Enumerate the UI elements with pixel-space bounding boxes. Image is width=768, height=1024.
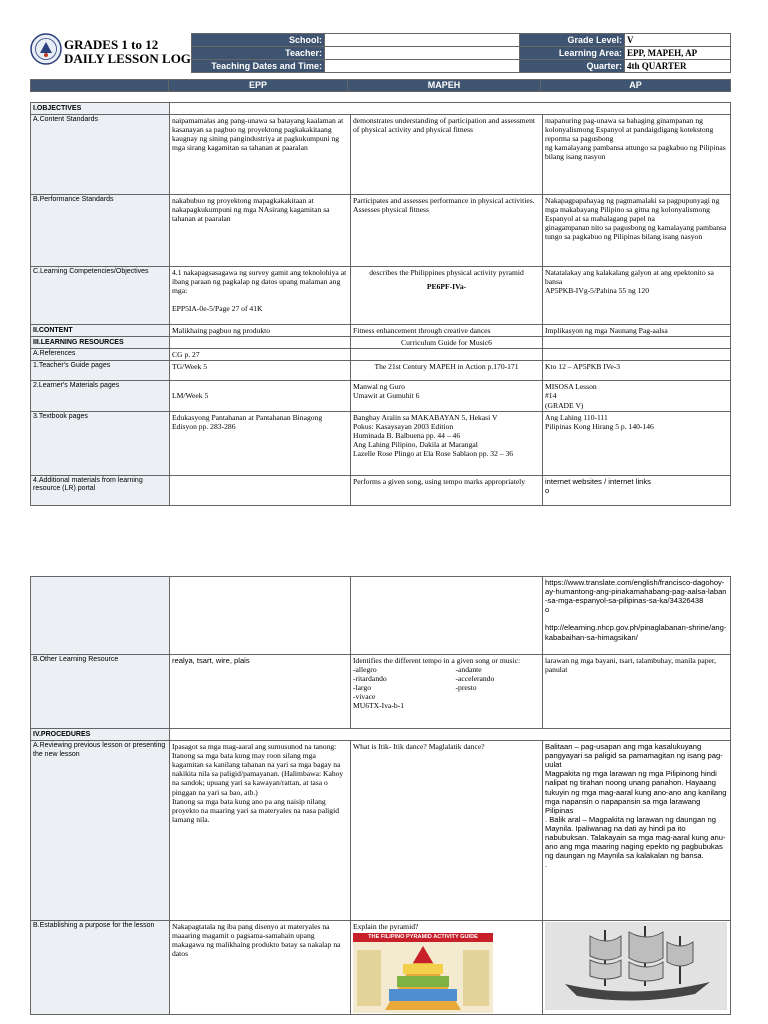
subject-column-header — [30, 79, 731, 92]
review-lesson-epp[interactable]: Ipasagot sa mga mag-aaral ang sumusunod na tanong: Itanong sa mga bata kung may roon silang mga kagamitan sa kanilang tahanan na yari sa mga bagay na nakikita nila sa paligid/pamayanan. (Halimbawa: Kahoy na sandok; upuang yari sa kawayan/rattan, at tasa o pinggan na yari sa bao, atb.) Itanong sa mga bata kung ano pa ang naisip nilang proyekto na maaring yari sa materyales na nasa paligid lamang nila. — [170, 741, 351, 921]
content-mapeh[interactable]: Fitness enhancement through creative dances — [351, 325, 543, 337]
learning-area-value[interactable]: EPP, MAPEH, AP — [625, 47, 731, 60]
competencies-mapeh-code: PE6PF-IVa- — [426, 282, 467, 292]
review-lesson-ap[interactable]: Balitaan – pag-usapan ang mga kasalukuyang pangyayari sa paligid sa pamamagitan ng isang pag-uulat Magpakita ng mga larawan ng mga Pilipinong hindi nalipat ng tirahan noong unang panahon. Hayaang tukuyin ng mga mag-aaral kung ano-ano ang kanilang mga napansin o napapansin sa mga larawang Pilipinas . Balik aral – Magpakita ng larawan ng daungan ng Maynila. Ipaliwanag na dati ay hindi pa ito nabubuksan. Talakayain sa mga mag-aaral kung anu-ano ang mga maaring naging epekto ng pagbubukas ng daungan ng Maynila sa kalakalan ng bansa. . — [543, 741, 731, 921]
content-standards-mapeh[interactable]: demonstrates understanding of participation and assessment of physical activity and physical fitness — [351, 115, 543, 195]
teachers-guide-epp[interactable]: TG/Week 5 — [170, 361, 351, 381]
textbook-pages-label: 3.Textbook pages — [31, 411, 170, 475]
additional-materials-label: 4.Additional materials from learning resource (LR) portal — [31, 475, 170, 505]
references-epp[interactable]: CG p. 27 — [170, 349, 351, 361]
column-mapeh: MAPEH — [348, 80, 541, 92]
additional-materials-mapeh[interactable]: Performs a given song, using tempo marks appropriately — [351, 475, 543, 505]
teachers-guide-mapeh[interactable]: The 21st Century MAPEH in Action p.170-171 — [351, 361, 543, 381]
school-label: School: — [192, 34, 325, 47]
performance-standards-mapeh[interactable]: Participates and assesses performance in physical activities. Assesses physical fitness — [351, 195, 543, 267]
other-resources-mapeh[interactable] — [351, 655, 543, 729]
document-title — [64, 38, 192, 66]
learning-area-label: Learning Area: — [520, 47, 625, 60]
learners-materials-epp[interactable]: LM/Week 5 — [170, 381, 351, 411]
performance-standards-ap[interactable]: Nakapagpapahayag ng pagmamalaki sa pagpupunyagi ng mga makabayang Pilipino sa gitna ng kolonyalismong Espanyol at sa mahalagang papel na ginagampanan nito sa pagusbong ng kamalayang pambansa tungo sa pagkabuo ng Pilipinas bilang isang nasyon — [543, 195, 731, 267]
teacher-label: Teacher: — [192, 47, 325, 60]
performance-standards-label: B.Performance Standards — [31, 195, 170, 267]
quarter-value[interactable]: 4th QUARTER — [625, 60, 731, 73]
competencies-mapeh[interactable] — [351, 267, 543, 325]
pyramid-graphic — [353, 942, 493, 1013]
curriculum-guide[interactable]: Curriculum Guide for Music6 — [351, 337, 543, 349]
tempo-item: -allegro — [353, 665, 377, 675]
tempo-item: -accelerando — [455, 674, 495, 684]
tempo-list — [353, 665, 540, 701]
other-resources-epp[interactable]: realya, tsart, wire, plais — [170, 655, 351, 729]
competencies-label: C.Learning Competencies/Objectives — [31, 267, 170, 325]
teachers-guide-ap[interactable]: Kto 12 – AP5PKB IVe-3 — [543, 361, 731, 381]
dates-label: Teaching Dates and Time: — [192, 60, 325, 73]
title-line-1: GRADES 1 to 12 — [64, 37, 159, 52]
textbook-pages-epp[interactable]: Edukasyong Pantahanan at Pantahanan Binagong Edisyon pp. 283-286 — [170, 411, 351, 475]
performance-standards-epp[interactable]: nakabubuo ng proyektong mapagkakakitaan at nakapagkukumpuni ng mga NAsirang kagamitan sa tahanan at paaralan — [170, 195, 351, 267]
tempo-item: -ritardando — [353, 674, 387, 684]
dates-value[interactable] — [325, 60, 520, 73]
competencies-ap[interactable]: Natatalakay ang kalakalang galyon at ang epektonito sa bansa AP5PKB-IVg-5/Pahina 55 ng 120 — [543, 267, 731, 325]
deped-seal — [30, 33, 62, 65]
review-lesson-label: A.Reviewing previous lesson or presenting the new lesson — [31, 741, 170, 921]
textbook-pages-mapeh[interactable]: Banghay Aralin sa MAKABAYAN 5, Hekasi V Pokus: Kasaysayan 2003 Edition Huminada B. Balbuena pp. 44 – 46 Ang Lahing Pilipino, Dakila at Marangal Lazelle Rose Plingo at Ela Rose Sablaon pp. 32 – 36 — [351, 411, 543, 475]
learners-materials-mapeh[interactable]: Manwal ng Guro Umawit at Gumuhit 6 — [351, 381, 543, 411]
purpose-mapeh[interactable] — [351, 921, 543, 1015]
purpose-mapeh-question: Explain the pyramid? — [353, 922, 419, 932]
review-lesson-mapeh[interactable]: What is Itik- Itik dance? Maglalatik dance? — [351, 741, 543, 921]
quarter-label: Quarter: — [520, 60, 625, 73]
lesson-log-table-page-2 — [30, 576, 731, 1015]
school-value[interactable] — [325, 34, 520, 47]
additional-materials-ap[interactable]: internet websites / internet links o — [543, 475, 731, 505]
galleon-ship-image — [545, 922, 727, 1010]
column-epp: EPP — [169, 80, 348, 92]
content-standards-ap[interactable]: mapanuring pag-unawa sa bahaging ginampanan ng kolonyalismong Espanyol at pandaigdigang kotekstong reporma sa pagusbong ng kamalayang pambansa attungo sa pagkabuo ng Pilipinas bilang isang nasyon — [543, 115, 731, 195]
textbook-pages-ap[interactable]: Ang Lahing 110-111 Pilipinas Kong Hirang 5 p. 140-146 — [543, 411, 731, 475]
objectives-heading: I.OBJECTIVES — [31, 103, 170, 115]
tempo-intro: Identifies the different tempo in a given song or music: — [353, 656, 521, 665]
other-resources-label: B.Other Learning Resource — [31, 655, 170, 729]
learners-materials-label: 2.Learner's Materials pages — [31, 381, 170, 411]
references-label: A.References — [31, 349, 170, 361]
filipino-pyramid-image — [353, 933, 493, 1013]
tempo-item: -presto — [455, 683, 477, 693]
lesson-log-table — [30, 102, 731, 506]
pyramid-banner-title: THE FILIPINO PYRAMID ACTIVITY GUIDE — [353, 933, 493, 942]
grade-level-value[interactable]: V — [625, 34, 731, 47]
tempo-item: -vivace — [353, 692, 376, 702]
purpose-epp[interactable]: Nakapagtatala ng iba pang disenyo at materyales na maaaring magamit o pagsama-samahain upang makagawa ng malikhaing produkto batay sa nakalap na datos — [170, 921, 351, 1015]
header-info-table — [191, 33, 731, 73]
teachers-guide-label: 1.Teacher's Guide pages — [31, 361, 170, 381]
purpose-ap[interactable] — [543, 921, 731, 1015]
tempo-code: MU6TX-Iva-b-1 — [353, 701, 405, 711]
procedures-heading: IV.PROCEDURES — [31, 729, 170, 741]
content-standards-epp[interactable]: naipamamalas ang pang-unawa sa batayang kaalaman at kasanayan sa pagbuo ng proyektong pagkakakitaang kaugnay ng sining pangindustriya at pagkukumpuni ng mga sirang kagamitan sa tahanan at paaralan — [170, 115, 351, 195]
content-heading: II.CONTENT — [31, 325, 170, 337]
grade-level-label: Grade Level: — [520, 34, 625, 47]
content-standards-label: A.Content Standards — [31, 115, 170, 195]
purpose-label: B.Establishing a purpose for the lesson — [31, 921, 170, 1015]
content-ap[interactable]: Implikasyon ng mga Naunang Pag-aalsa — [543, 325, 731, 337]
competencies-mapeh-text: describes the Philippines physical activity pyramid — [369, 268, 524, 278]
learners-materials-ap[interactable]: MISOSA Lesson #14 (GRADE V) — [543, 381, 731, 411]
content-epp[interactable]: Malikhaing pagbuo ng produkto — [170, 325, 351, 337]
tempo-item: -largo — [353, 683, 371, 693]
internet-links-ap[interactable]: https://www.translate.com/english/francisco-dagohoy-ay-humantong-ang-pinakamahabang-pag-aalsa-laban-sa-mga-espanyol-sa-pilipinas-sa-ka/34326438 o http://elearning.nhcp.gov.ph/pinaglabanan-shrine/ang-kababaihan-sa-himagsikan/ — [543, 577, 731, 655]
other-resources-ap[interactable]: larawan ng mga bayani, tsart, talambuhay, manila paper, panulat — [543, 655, 731, 729]
column-ap: AP — [541, 80, 731, 92]
competencies-epp[interactable]: 4.1 nakapagsasagawa ng survey gamit ang teknolohiya at ibang paraan ng pagkalap ng datos upang malaman ang mga: EPP5IA-0e-5/Page 27 of 41K — [170, 267, 351, 325]
teacher-value[interactable] — [325, 47, 520, 60]
learning-resources-heading: III.LEARNING RESOURCES — [31, 337, 170, 349]
title-line-2: DAILY LESSON LOG — [64, 51, 191, 66]
tempo-item: -andante — [455, 665, 482, 675]
